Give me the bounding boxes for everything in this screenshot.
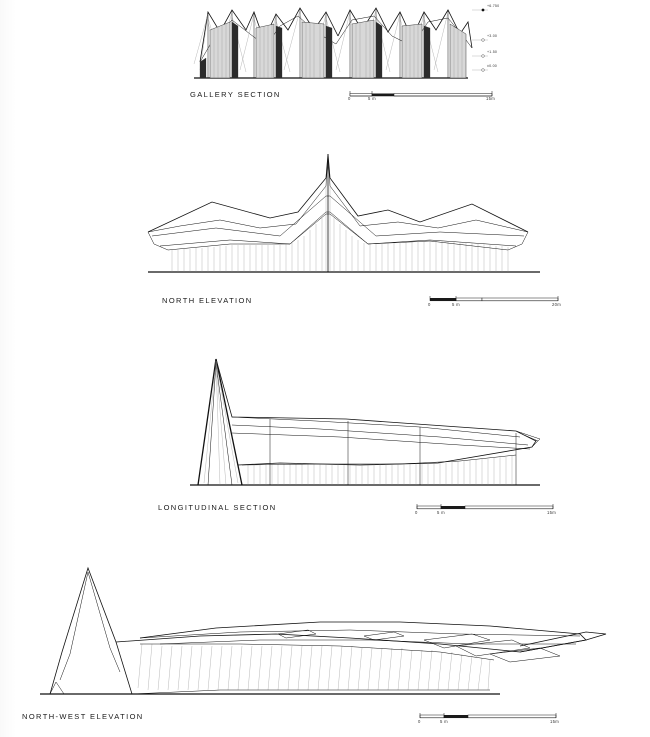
scalebar-gallery-section: [348, 88, 496, 102]
scalebar-north-west-elevation: [418, 711, 568, 725]
level-marker-label-0: +6.750: [487, 4, 500, 8]
north-west-elevation-linework: [20, 548, 610, 708]
scalebar-label-1: 5 m: [437, 510, 445, 515]
scalebar-label-1: 5 m: [452, 302, 460, 307]
scalebar-label-2: 15m: [547, 510, 557, 515]
scalebar-label-1: 5 m: [440, 719, 448, 724]
north-elevation-linework: [120, 140, 560, 290]
drawing-north-elevation: [120, 140, 560, 290]
scalebar-label-0: 0: [428, 302, 431, 307]
scalebar-label-1: 5 m: [368, 96, 376, 101]
paper-edge-shading: [0, 0, 16, 737]
scalebar-label-2: 15m: [486, 96, 496, 101]
scalebar-north-elevation: [428, 294, 568, 308]
drawing-north-west-elevation: [20, 548, 610, 708]
caption-gallery-section: GALLERY SECTION: [190, 90, 281, 99]
level-marker-label-3: ±0.00: [487, 64, 497, 68]
scalebar-label-0: 0: [418, 719, 421, 724]
scalebar-label-0: 0: [348, 96, 351, 101]
level-marker-label-1: +3.00: [487, 34, 498, 38]
level-marker-label-2: +1.50: [487, 50, 498, 54]
caption-longitudinal-section: LONGITUDINAL SECTION: [158, 503, 277, 512]
scalebar-label-2: 15m: [550, 719, 560, 724]
scalebar-longitudinal-section: [415, 502, 565, 516]
scalebar-label-2: 20m: [552, 302, 562, 307]
caption-north-west-elevation: NORTH-WEST ELEVATION: [22, 712, 144, 721]
longitudinal-section-linework: [120, 345, 560, 495]
gallery-section-linework: [180, 0, 510, 100]
drawing-gallery-section: [180, 0, 510, 100]
drawing-longitudinal-section: [120, 345, 560, 495]
caption-north-elevation: NORTH ELEVATION: [162, 296, 253, 305]
scalebar-label-0: 0: [415, 510, 418, 515]
